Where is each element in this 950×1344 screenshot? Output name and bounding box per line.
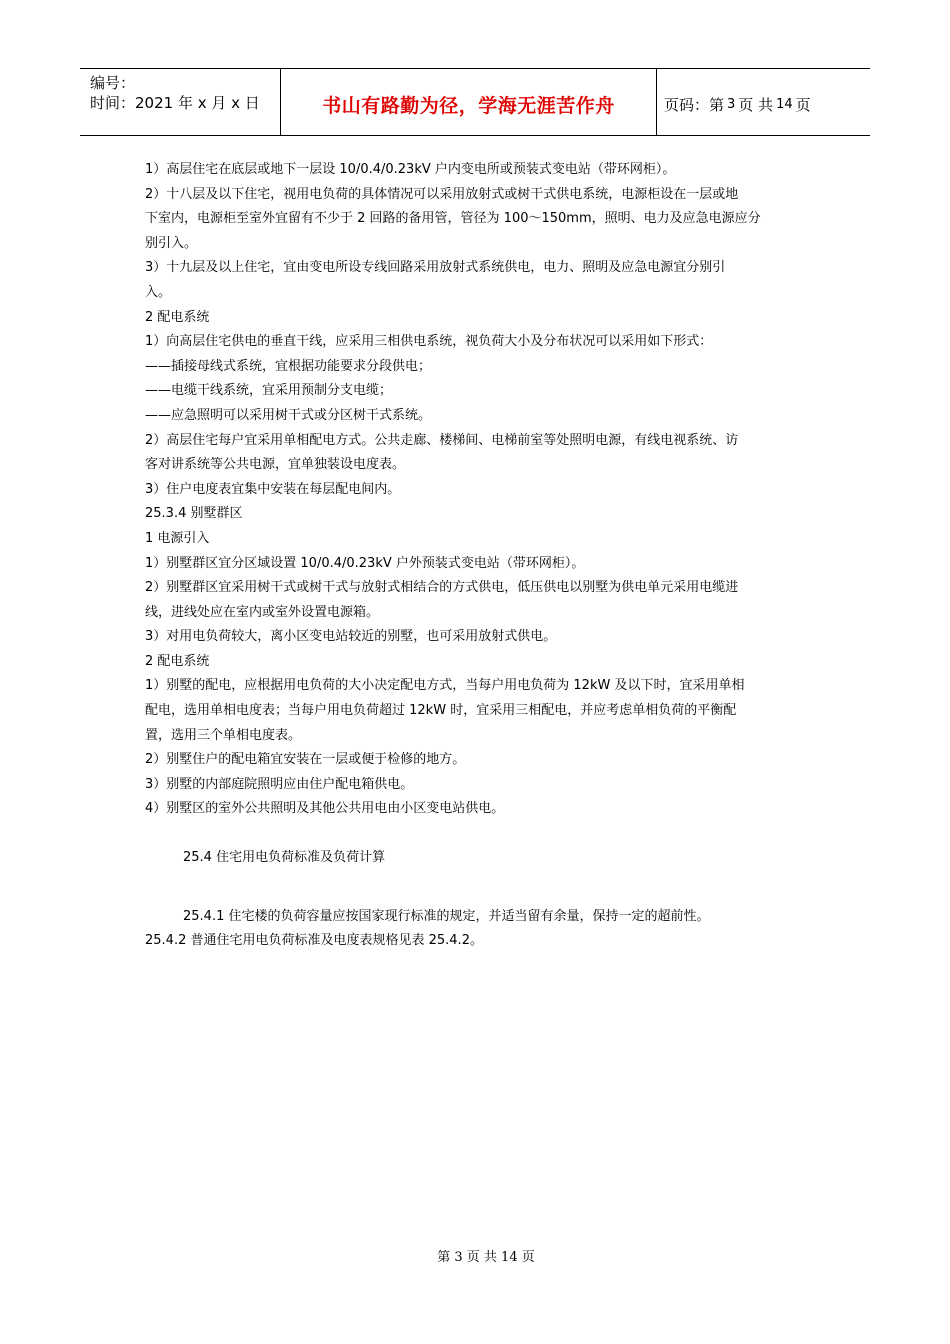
time-label: 时间：2021 年 x 月 x 日 [90,94,260,112]
body-line: 2）别墅群区宜采用树干式或树干式与放射式相结合的方式供电，低压供电以别墅为供电单元采用电缆进 [145,580,739,596]
body-line: ——电缆干线系统，宜采用预制分支电缆； [145,383,393,399]
body-line: 2）十八层及以下住宅，视用电负荷的具体情况可以采用放射式或树干式供电系统，电源柜设在一层或地 [145,186,739,202]
body-line: 2）别墅住户的配电箱宜安装在一层或便于检修的地方。 [145,752,466,768]
body-line: 3）住户电度表宜集中安装在每层配电间内。 [145,481,401,497]
body-line: 2）高层住宅每户宜采用单相配电方式。公共走廊、楼梯间、电梯前室等处照明电源，有线电视系统、访 [145,432,739,448]
body-line: 25.3.4 别墅群区 [145,506,243,522]
paragraph-25-4-2: 25.4.2 普通住宅用电负荷标准及电度表规格见表 25.4.2。 [145,933,483,949]
page-prefix: 页码：第 [664,95,725,114]
header-motto: 书山有路勤为径，学海无涯苦作舟 [281,69,657,135]
body-line: ——插接母线式系统，宜根据功能要求分段供电； [145,358,432,374]
body-line: 1 电源引入 [145,530,210,546]
number-label: 编号： [90,74,136,92]
page-header [80,68,870,136]
body-line: 4）别墅区的室外公共照明及其他公共用电由小区变电站供电。 [145,801,505,817]
header-info-cell [80,69,281,135]
section-title: 25.4 住宅用电负荷标准及负荷计算 [183,850,386,866]
body-line: 线，进线处应在室内或室外设置电源箱。 [145,604,380,620]
body-line: 客对讲系统等公共电源，宜单独装设电度表。 [145,457,406,473]
page-current: 3 [727,96,736,112]
header-page-indicator [657,69,870,135]
paragraph-25-4-1: 25.4.1 住宅楼的负荷容量应按国家现行标准的规定，并适当留有余量，保持一定的超前性。 [183,908,710,924]
page-total: 14 [776,96,793,112]
body-line: 3）对用电负荷较大，离小区变电站较近的别墅，也可采用放射式供电。 [145,629,557,645]
page-suffix: 页 [795,95,811,114]
document-body [145,158,815,954]
page-footer: 第 3 页 共 14 页 [437,1250,535,1265]
body-line: 2 配电系统 [145,309,210,325]
body-line: 配电，选用单相电度表；当每户用电负荷超过 12kW 时，宜采用三相配电，并应考虑单相负荷的平衡配 [145,703,737,719]
body-line: 3）十九层及以上住宅，宜由变电所设专线回路采用放射式系统供电，电力、照明及应急电源宜分别引 [145,260,726,276]
body-line: 1）别墅群区宜分区域设置 10/0.4/0.23kV 户外预装式变电站（带环网柜）。 [145,555,585,571]
body-line: 下室内，电源柜至室外宜留有不少于 2 回路的备用管，管径为 100～150mm，照明、电力及应急电源应分 [145,211,761,227]
body-line: 3）别墅的内部庭院照明应由住户配电箱供电。 [145,776,414,792]
body-line: ——应急照明可以采用树干式或分区树干式系统。 [145,407,432,423]
body-line: 置，选用三个单相电度表。 [145,727,302,743]
body-line: 1）向高层住宅供电的垂直干线，应采用三相供电系统，视负荷大小及分布状况可以采用如下形式： [145,334,713,350]
body-line: 入。 [145,284,172,300]
page-mid: 页 共 [738,95,774,114]
body-line: 1）高层住宅在底层或地下一层设 10/0.4/0.23kV 户内变电所或预装式变电站（带环网柜）。 [145,162,676,177]
body-line: 1）别墅的配电，应根据用电负荷的大小决定配电方式，当每户用电负荷为 12kW 及以下时，宜采用单相 [145,678,745,694]
body-line: 别引入。 [145,235,198,251]
body-line: 2 配电系统 [145,653,210,669]
